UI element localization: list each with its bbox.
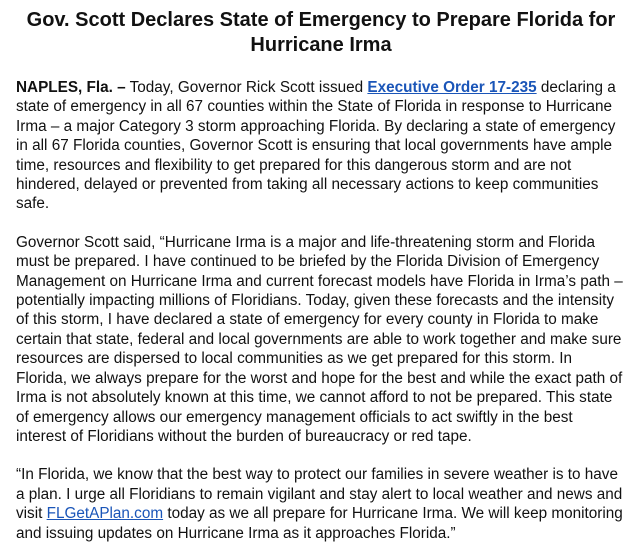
paragraph-1-text-end: declaring a state of emergency in all 67 counties within the State of Florida in response to Hurricane Irma – a major Category 3 storm approaching Florida. By declaring a state of emergency in all 67 Florida counties, Governor Scott is ensuring that local governments have ample time, resources and flexibility to get prepared for this dangerous storm and are not hindered, delayed or prevented from taking all necessary actions to keep communities safe.	[16, 79, 616, 213]
paragraph-1-text-start: Today, Governor Rick Scott issued	[125, 79, 368, 96]
executive-order-link[interactable]: Executive Order 17-235	[367, 79, 537, 96]
press-release-title: Gov. Scott Declares State of Emergency to Prepare Florida for Hurricane Irma	[26, 9, 616, 56]
dateline: NAPLES, Fla. –	[16, 79, 126, 96]
paragraph-3	[16, 465, 626, 543]
flgetaplan-link[interactable]: FLGetAPlan.com	[46, 505, 164, 523]
paragraph-3-text-end: today as we all prepare for Hurricane Irma. We will keep monitoring and issuing updates on Hurricane Irma as it approaches Florida.”	[16, 505, 623, 542]
paragraph-3-text-start: “In Florida, we know that the best way to protect our families in severe weather is to have a plan. I urge all Floridians to remain vigilant and stay alert to local weather and news and visit	[16, 466, 623, 523]
paragraph-1	[16, 78, 626, 214]
paragraph-2: Governor Scott said, “Hurricane Irma is a major and life-threatening storm and Florida must be prepared. I have continued to be briefed by the Florida Division of Emergency Management on Hurricane Irma and current forecast models have Florida in Irma’s path – potentially impacting millions of Floridians. Today, given these forecasts and the intensity of this storm, I have declared a state of emergency for every county in Florida to make certain that state, federal and local governments are able to work together and make sure resources are dispersed to local communities as we get prepared for this storm. In Florida, we always prepare for the worst and hope for the best and while the exact path of Irma is not absolutely known at this time, we cannot afford to not be prepared. This state of emergency allows our emergency management officials to act swiftly in the best interest of Floridians without the burden of bureaucracy or red tape.	[16, 233, 623, 445]
press-release-body	[16, 78, 626, 543]
